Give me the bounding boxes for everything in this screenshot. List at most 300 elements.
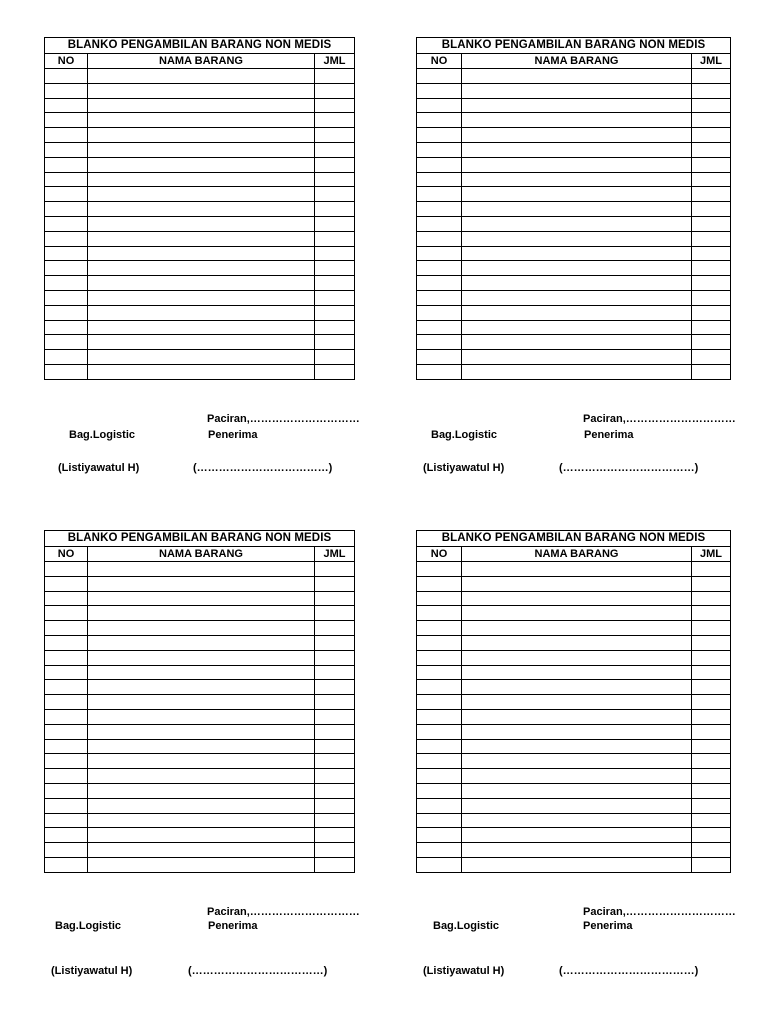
no-cell — [45, 128, 88, 143]
table-row — [45, 216, 355, 231]
jml-cell — [315, 142, 355, 157]
table-row — [417, 843, 731, 858]
nama-barang-cell — [88, 305, 315, 320]
table-row — [45, 202, 355, 217]
no-cell — [417, 739, 462, 754]
jml-cell — [692, 739, 731, 754]
table-row — [45, 187, 355, 202]
jml-cell — [315, 724, 355, 739]
jml-cell — [315, 202, 355, 217]
jml-cell — [692, 724, 731, 739]
no-cell — [45, 665, 88, 680]
no-cell — [417, 142, 462, 157]
form-bottom-right — [416, 530, 730, 873]
no-cell — [417, 769, 462, 784]
form-rows — [45, 562, 355, 873]
table-row — [45, 843, 355, 858]
left-signatory-name: (Listiyawatul H) — [51, 965, 133, 977]
table-row — [417, 202, 731, 217]
table-row — [45, 562, 355, 577]
place-date-line: Paciran,………………………… — [207, 906, 360, 918]
table-row — [417, 739, 731, 754]
nama-barang-cell — [88, 695, 315, 710]
nama-barang-cell — [88, 709, 315, 724]
jml-cell — [692, 635, 731, 650]
no-cell — [417, 606, 462, 621]
no-cell — [45, 606, 88, 621]
jml-cell — [692, 843, 731, 858]
form-top-left — [44, 37, 354, 380]
nama-barang-cell — [88, 83, 315, 98]
column-header-jml: JML — [692, 54, 731, 69]
nama-barang-cell — [462, 813, 692, 828]
table-row — [45, 172, 355, 187]
no-cell — [417, 350, 462, 365]
nama-barang-cell — [462, 305, 692, 320]
table-row — [417, 246, 731, 261]
nama-barang-cell — [88, 335, 315, 350]
no-cell — [417, 621, 462, 636]
nama-barang-cell — [88, 635, 315, 650]
table-row — [417, 576, 731, 591]
nama-barang-cell — [88, 246, 315, 261]
table-row — [417, 350, 731, 365]
nama-barang-cell — [462, 739, 692, 754]
table-row — [45, 813, 355, 828]
no-cell — [417, 798, 462, 813]
nama-barang-cell — [88, 69, 315, 84]
form-table — [416, 37, 731, 380]
jml-cell — [315, 305, 355, 320]
table-row — [45, 857, 355, 872]
jml-cell — [692, 261, 731, 276]
no-cell — [417, 320, 462, 335]
table-row — [45, 576, 355, 591]
table-row — [45, 246, 355, 261]
jml-cell — [315, 828, 355, 843]
nama-barang-cell — [462, 754, 692, 769]
no-cell — [417, 754, 462, 769]
no-cell — [45, 650, 88, 665]
table-row — [45, 261, 355, 276]
no-cell — [45, 843, 88, 858]
right-role-label: Penerima — [208, 429, 258, 441]
jml-cell — [315, 650, 355, 665]
table-row — [417, 364, 731, 379]
nama-barang-cell — [88, 172, 315, 187]
no-cell — [45, 364, 88, 379]
nama-barang-cell — [88, 187, 315, 202]
no-cell — [45, 261, 88, 276]
table-row — [417, 724, 731, 739]
no-cell — [45, 320, 88, 335]
nama-barang-cell — [88, 231, 315, 246]
form-title: BLANKO PENGAMBILAN BARANG NON MEDIS — [417, 531, 731, 547]
jml-cell — [692, 562, 731, 577]
no-cell — [45, 202, 88, 217]
right-role-label: Penerima — [584, 429, 634, 441]
jml-cell — [315, 843, 355, 858]
table-row — [45, 769, 355, 784]
jml-cell — [692, 665, 731, 680]
jml-cell — [315, 739, 355, 754]
jml-cell — [315, 69, 355, 84]
table-row — [417, 665, 731, 680]
table-row — [45, 783, 355, 798]
table-row — [417, 769, 731, 784]
nama-barang-cell — [462, 335, 692, 350]
column-header-jml: JML — [315, 547, 355, 562]
table-row — [417, 798, 731, 813]
no-cell — [45, 290, 88, 305]
no-cell — [417, 813, 462, 828]
left-role-label: Bag.Logistic — [431, 429, 498, 441]
no-cell — [45, 98, 88, 113]
table-row — [45, 350, 355, 365]
table-row — [45, 680, 355, 695]
nama-barang-cell — [462, 350, 692, 365]
form-rows — [417, 562, 731, 873]
jml-cell — [692, 290, 731, 305]
nama-barang-cell — [462, 231, 692, 246]
jml-cell — [692, 813, 731, 828]
right-signatory-blank: (………………………………) — [188, 965, 328, 977]
jml-cell — [315, 562, 355, 577]
jml-cell — [692, 769, 731, 784]
no-cell — [417, 857, 462, 872]
no-cell — [45, 172, 88, 187]
no-cell — [417, 364, 462, 379]
no-cell — [417, 276, 462, 291]
jml-cell — [692, 83, 731, 98]
table-row — [45, 828, 355, 843]
right-role-label: Penerima — [583, 920, 633, 932]
jml-cell — [692, 364, 731, 379]
nama-barang-cell — [462, 695, 692, 710]
jml-cell — [692, 576, 731, 591]
table-row — [417, 335, 731, 350]
jml-cell — [315, 113, 355, 128]
column-header-jml: JML — [315, 54, 355, 69]
column-header-no: NO — [45, 54, 88, 69]
table-row — [417, 187, 731, 202]
jml-cell — [315, 187, 355, 202]
jml-cell — [315, 606, 355, 621]
jml-cell — [692, 128, 731, 143]
nama-barang-cell — [88, 202, 315, 217]
left-role-label: Bag.Logistic — [55, 920, 122, 932]
no-cell — [417, 216, 462, 231]
table-row — [417, 290, 731, 305]
table-row — [417, 635, 731, 650]
jml-cell — [692, 828, 731, 843]
jml-cell — [315, 231, 355, 246]
jml-cell — [692, 246, 731, 261]
jml-cell — [692, 231, 731, 246]
nama-barang-cell — [88, 857, 315, 872]
nama-barang-cell — [88, 606, 315, 621]
no-cell — [45, 576, 88, 591]
jml-cell — [315, 813, 355, 828]
nama-barang-cell — [462, 187, 692, 202]
nama-barang-cell — [88, 769, 315, 784]
no-cell — [45, 739, 88, 754]
jml-cell — [692, 798, 731, 813]
no-cell — [417, 635, 462, 650]
no-cell — [417, 709, 462, 724]
table-row — [45, 739, 355, 754]
jml-cell — [315, 857, 355, 872]
jml-cell — [692, 320, 731, 335]
jml-cell — [315, 695, 355, 710]
no-cell — [45, 828, 88, 843]
nama-barang-cell — [88, 739, 315, 754]
no-cell — [417, 305, 462, 320]
place-date-line: Paciran,………………………… — [583, 906, 736, 918]
nama-barang-cell — [462, 576, 692, 591]
table-row — [45, 83, 355, 98]
table-row — [45, 231, 355, 246]
column-header-no: NO — [45, 547, 88, 562]
form-title: BLANKO PENGAMBILAN BARANG NON MEDIS — [45, 38, 355, 54]
no-cell — [45, 813, 88, 828]
table-row — [45, 798, 355, 813]
table-row — [417, 231, 731, 246]
nama-barang-cell — [462, 857, 692, 872]
column-header-nama-barang: NAMA BARANG — [88, 54, 315, 69]
form-table — [44, 37, 355, 380]
nama-barang-cell — [88, 828, 315, 843]
no-cell — [417, 562, 462, 577]
table-row — [417, 172, 731, 187]
right-signatory-blank: (………………………………) — [559, 965, 699, 977]
no-cell — [417, 172, 462, 187]
table-row — [45, 69, 355, 84]
nama-barang-cell — [88, 591, 315, 606]
jml-cell — [315, 276, 355, 291]
jml-cell — [315, 128, 355, 143]
table-row — [417, 276, 731, 291]
left-role-label: Bag.Logistic — [433, 920, 500, 932]
nama-barang-cell — [88, 157, 315, 172]
column-header-no: NO — [417, 547, 462, 562]
table-row — [417, 857, 731, 872]
no-cell — [417, 290, 462, 305]
jml-cell — [315, 783, 355, 798]
jml-cell — [692, 709, 731, 724]
jml-cell — [315, 591, 355, 606]
no-cell — [45, 246, 88, 261]
no-cell — [45, 187, 88, 202]
jml-cell — [692, 591, 731, 606]
place-date-line: Paciran,………………………… — [207, 413, 360, 425]
jml-cell — [692, 157, 731, 172]
nama-barang-cell — [462, 709, 692, 724]
no-cell — [417, 576, 462, 591]
table-row — [417, 157, 731, 172]
nama-barang-cell — [88, 665, 315, 680]
no-cell — [417, 246, 462, 261]
column-header-no: NO — [417, 54, 462, 69]
table-row — [417, 650, 731, 665]
jml-cell — [692, 172, 731, 187]
nama-barang-cell — [462, 128, 692, 143]
no-cell — [45, 113, 88, 128]
nama-barang-cell — [462, 606, 692, 621]
table-row — [45, 113, 355, 128]
nama-barang-cell — [462, 621, 692, 636]
left-signatory-name: (Listiyawatul H) — [58, 462, 140, 474]
jml-cell — [315, 635, 355, 650]
table-row — [417, 142, 731, 157]
table-row — [45, 364, 355, 379]
left-signatory-name: (Listiyawatul H) — [423, 462, 505, 474]
right-signatory-blank: (………………………………) — [559, 462, 699, 474]
jml-cell — [692, 335, 731, 350]
table-row — [45, 695, 355, 710]
jml-cell — [315, 798, 355, 813]
jml-cell — [692, 202, 731, 217]
table-row — [45, 142, 355, 157]
jml-cell — [692, 857, 731, 872]
table-row — [45, 305, 355, 320]
no-cell — [417, 98, 462, 113]
table-row — [45, 98, 355, 113]
jml-cell — [692, 187, 731, 202]
nama-barang-cell — [462, 769, 692, 784]
jml-cell — [692, 650, 731, 665]
no-cell — [45, 695, 88, 710]
jml-cell — [692, 783, 731, 798]
jml-cell — [692, 680, 731, 695]
table-row — [417, 606, 731, 621]
jml-cell — [315, 216, 355, 231]
nama-barang-cell — [88, 364, 315, 379]
nama-barang-cell — [88, 350, 315, 365]
no-cell — [45, 216, 88, 231]
table-row — [45, 320, 355, 335]
no-cell — [417, 157, 462, 172]
no-cell — [45, 69, 88, 84]
nama-barang-cell — [462, 157, 692, 172]
form-rows — [45, 69, 355, 380]
table-row — [417, 680, 731, 695]
table-row — [45, 157, 355, 172]
jml-cell — [315, 364, 355, 379]
nama-barang-cell — [88, 142, 315, 157]
table-row — [417, 709, 731, 724]
table-row — [45, 650, 355, 665]
form-rows — [417, 69, 731, 380]
jml-cell — [315, 290, 355, 305]
form-bottom-left — [44, 530, 354, 873]
jml-cell — [692, 695, 731, 710]
nama-barang-cell — [462, 364, 692, 379]
no-cell — [45, 305, 88, 320]
nama-barang-cell — [462, 562, 692, 577]
table-row — [45, 709, 355, 724]
nama-barang-cell — [462, 216, 692, 231]
no-cell — [417, 202, 462, 217]
table-row — [417, 69, 731, 84]
jml-cell — [315, 157, 355, 172]
table-row — [45, 276, 355, 291]
jml-cell — [692, 142, 731, 157]
no-cell — [417, 783, 462, 798]
nama-barang-cell — [88, 98, 315, 113]
nama-barang-cell — [462, 246, 692, 261]
no-cell — [45, 724, 88, 739]
place-date-line: Paciran,………………………… — [583, 413, 736, 425]
nama-barang-cell — [88, 576, 315, 591]
no-cell — [417, 591, 462, 606]
jml-cell — [315, 576, 355, 591]
jml-cell — [315, 335, 355, 350]
column-header-nama-barang: NAMA BARANG — [88, 547, 315, 562]
no-cell — [417, 695, 462, 710]
jml-cell — [692, 621, 731, 636]
nama-barang-cell — [462, 276, 692, 291]
nama-barang-cell — [462, 83, 692, 98]
nama-barang-cell — [462, 665, 692, 680]
no-cell — [45, 562, 88, 577]
table-row — [417, 320, 731, 335]
nama-barang-cell — [462, 98, 692, 113]
nama-barang-cell — [88, 562, 315, 577]
left-signatory-name: (Listiyawatul H) — [423, 965, 505, 977]
nama-barang-cell — [462, 69, 692, 84]
nama-barang-cell — [462, 142, 692, 157]
nama-barang-cell — [88, 680, 315, 695]
no-cell — [417, 83, 462, 98]
jml-cell — [315, 83, 355, 98]
jml-cell — [692, 69, 731, 84]
jml-cell — [692, 754, 731, 769]
nama-barang-cell — [88, 621, 315, 636]
no-cell — [45, 591, 88, 606]
jml-cell — [315, 98, 355, 113]
table-row — [417, 695, 731, 710]
jml-cell — [315, 680, 355, 695]
right-role-label: Penerima — [208, 920, 258, 932]
no-cell — [45, 635, 88, 650]
jml-cell — [692, 606, 731, 621]
jml-cell — [692, 113, 731, 128]
jml-cell — [692, 305, 731, 320]
nama-barang-cell — [88, 216, 315, 231]
table-row — [45, 754, 355, 769]
nama-barang-cell — [462, 843, 692, 858]
table-row — [417, 83, 731, 98]
no-cell — [417, 69, 462, 84]
form-table — [44, 530, 355, 873]
no-cell — [45, 142, 88, 157]
nama-barang-cell — [462, 591, 692, 606]
jml-cell — [315, 172, 355, 187]
column-header-nama-barang: NAMA BARANG — [462, 54, 692, 69]
table-row — [417, 828, 731, 843]
no-cell — [417, 113, 462, 128]
nama-barang-cell — [462, 320, 692, 335]
form-title: BLANKO PENGAMBILAN BARANG NON MEDIS — [417, 38, 731, 54]
table-row — [417, 754, 731, 769]
nama-barang-cell — [88, 650, 315, 665]
form-table — [416, 530, 731, 873]
jml-cell — [315, 350, 355, 365]
no-cell — [417, 335, 462, 350]
table-row — [417, 128, 731, 143]
jml-cell — [315, 769, 355, 784]
